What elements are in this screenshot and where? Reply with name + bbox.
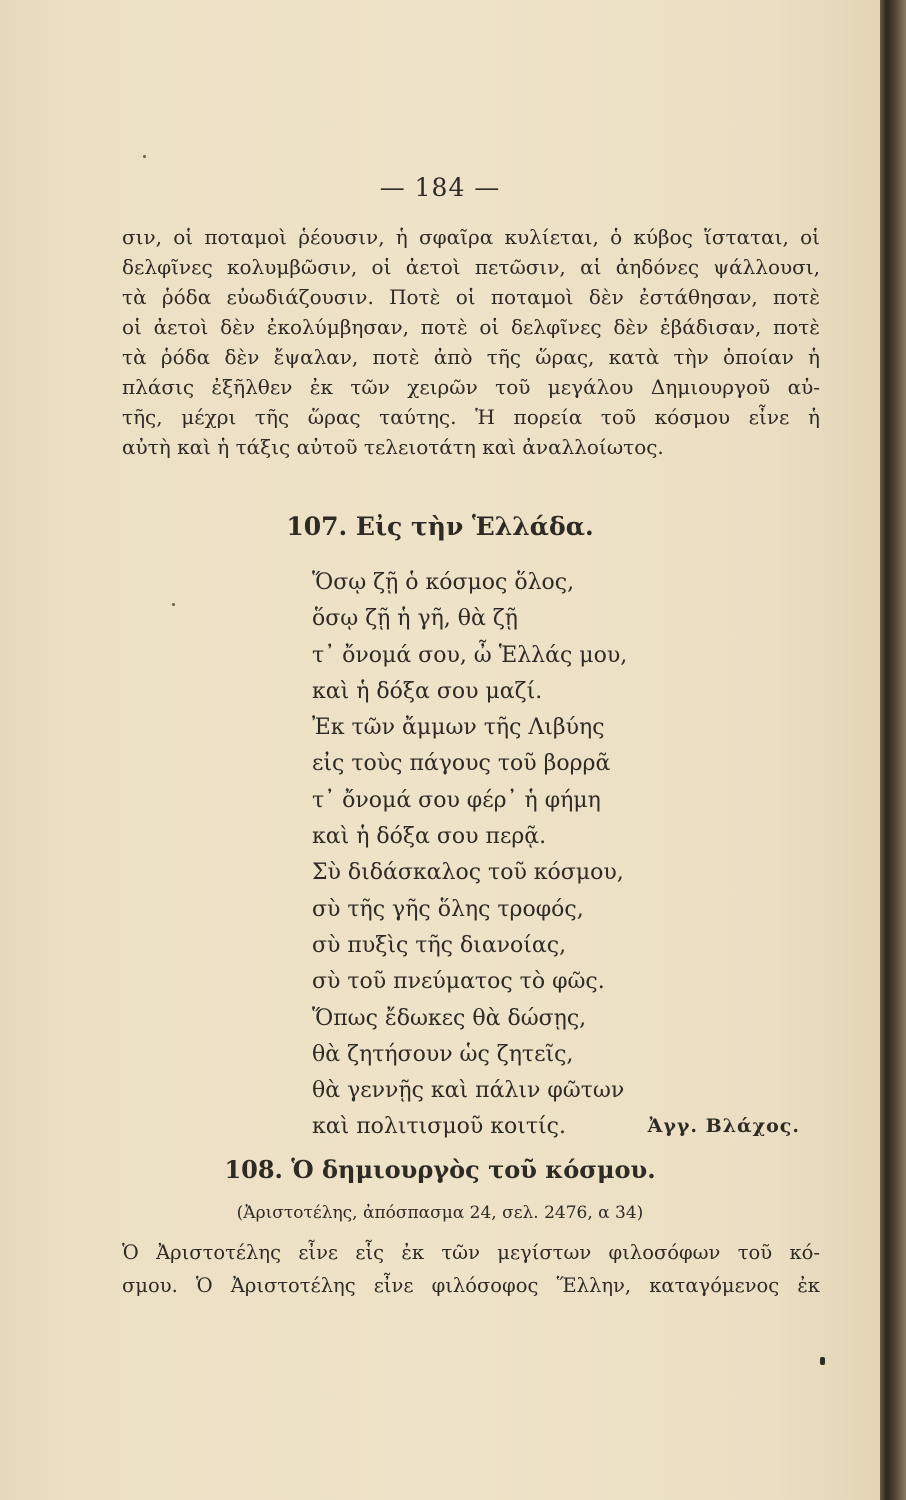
- prose-line: πλάσις ἐξῆλθεν ἐκ τῶν χειρῶν τοῦ μεγάλου Δημιουργοῦ αὐ-: [122, 375, 820, 399]
- poem: [312, 565, 627, 1146]
- prose-line: οἱ ἀετοὶ δὲν ἐκολύμβησαν, ποτὲ οἱ δελφῖνες δὲν ἐβάδισαν, ποτὲ: [122, 315, 820, 339]
- poem-line: ὅσῳ ζῇ ἡ γῆ, θὰ ζῇ: [312, 606, 518, 632]
- poem-line: Σὺ διδάσκαλος τοῦ κόσμου,: [312, 860, 624, 886]
- prose-line: Ὁ Ἀριστοτέλης εἶνε εἷς ἐκ τῶν μεγίστων φιλοσόφων τοῦ κό-: [122, 1241, 820, 1264]
- poem-line: τ᾽ ὄνομά σου, ὦ Ἑλλάς μου,: [312, 642, 628, 668]
- poem-author: [648, 1113, 800, 1137]
- book-binding-edge: [880, 0, 906, 1500]
- page-number: — 184 —: [379, 173, 501, 202]
- poem-line: τ᾽ ὄνομά σου φέρ᾽ ἡ φήμη: [312, 787, 601, 813]
- prose-line: σμου. Ὁ Ἀριστοτέλης εἶνε φιλόσοφος Ἕλλην, καταγόμενος ἐκ: [122, 1274, 820, 1297]
- poem-line: καὶ ἡ δόξα σου μαζί.: [312, 678, 543, 704]
- author-name: Ἀγγ. Βλάχος.: [647, 1115, 800, 1137]
- poem-line: εἰς τοὺς πάγους τοῦ βορρᾶ: [312, 751, 611, 777]
- ink-dot: [820, 1357, 825, 1365]
- poem-line: Ὅπως ἔδωκες θὰ δώσῃς,: [312, 1005, 587, 1031]
- prose-paragraph: [122, 222, 820, 462]
- poem-line: σὺ τῆς γῆς ὅλης τροφός,: [312, 896, 584, 922]
- poem-line: σὺ τοῦ πνεύματος τὸ φῶς.: [312, 969, 605, 995]
- poem-line: σὺ πυξὶς τῆς διανοίας,: [312, 932, 567, 958]
- prose-line: τὰ ῥόδα δὲν ἔψαλαν, ποτὲ ἀπὸ τῆς ὥρας, κατὰ τὴν ὁποίαν ἡ: [122, 345, 820, 369]
- paper-speck: [172, 603, 175, 606]
- poem-line: θὰ γεννῇς καὶ πάλιν φῶτων: [312, 1078, 625, 1104]
- poem-line: Ἐκ τῶν ἄμμων τῆς Λιβύης: [312, 715, 605, 741]
- section-heading-108: 108. Ὁ δημιουργὸς τοῦ κόσμου.: [224, 1155, 656, 1184]
- prose-line: τῆς, μέχρι τῆς ὥρας ταύτης. Ἡ πορεία τοῦ κόσμου εἶνε ἡ: [122, 405, 820, 429]
- section-heading-107: 107. Εἰς τὴν Ἑλλάδα.: [286, 512, 594, 541]
- prose-paragraph-2: [122, 1236, 820, 1302]
- paper-speck: [143, 155, 146, 158]
- poem-line: καὶ πολιτισμοῦ κοιτίς.: [312, 1114, 566, 1140]
- poem-line: θὰ ζητήσουν ὡς ζητεῖς,: [312, 1041, 574, 1067]
- source-citation: (Ἀριστοτέλης, ἀπόσπασμα 24, σελ. 2476, α 34): [236, 1203, 644, 1223]
- poem-line: καὶ ἡ δόξα σου περᾷ.: [312, 824, 547, 850]
- prose-line: σιν, οἱ ποταμοὶ ῥέουσιν, ἡ σφαῖρα κυλίεται, ὁ κύβος ἵσταται, οἱ: [122, 225, 820, 249]
- poem-line: Ὅσῳ ζῇ ὁ κόσμος ὅλος,: [312, 570, 575, 595]
- prose-line: δελφῖνες κολυμβῶσιν, οἱ ἀετοὶ πετῶσιν, αἱ ἀηδόνες ψάλλουσι,: [122, 255, 820, 279]
- prose-line: αὐτὴ καὶ ἡ τάξις αὐτοῦ τελειοτάτη καὶ ἀναλλοίωτος.: [122, 435, 664, 459]
- prose-line: τὰ ῥόδα εὐωδιάζουσιν. Ποτὲ οἱ ποταμοὶ δὲν ἐστάθησαν, ποτὲ: [122, 285, 820, 309]
